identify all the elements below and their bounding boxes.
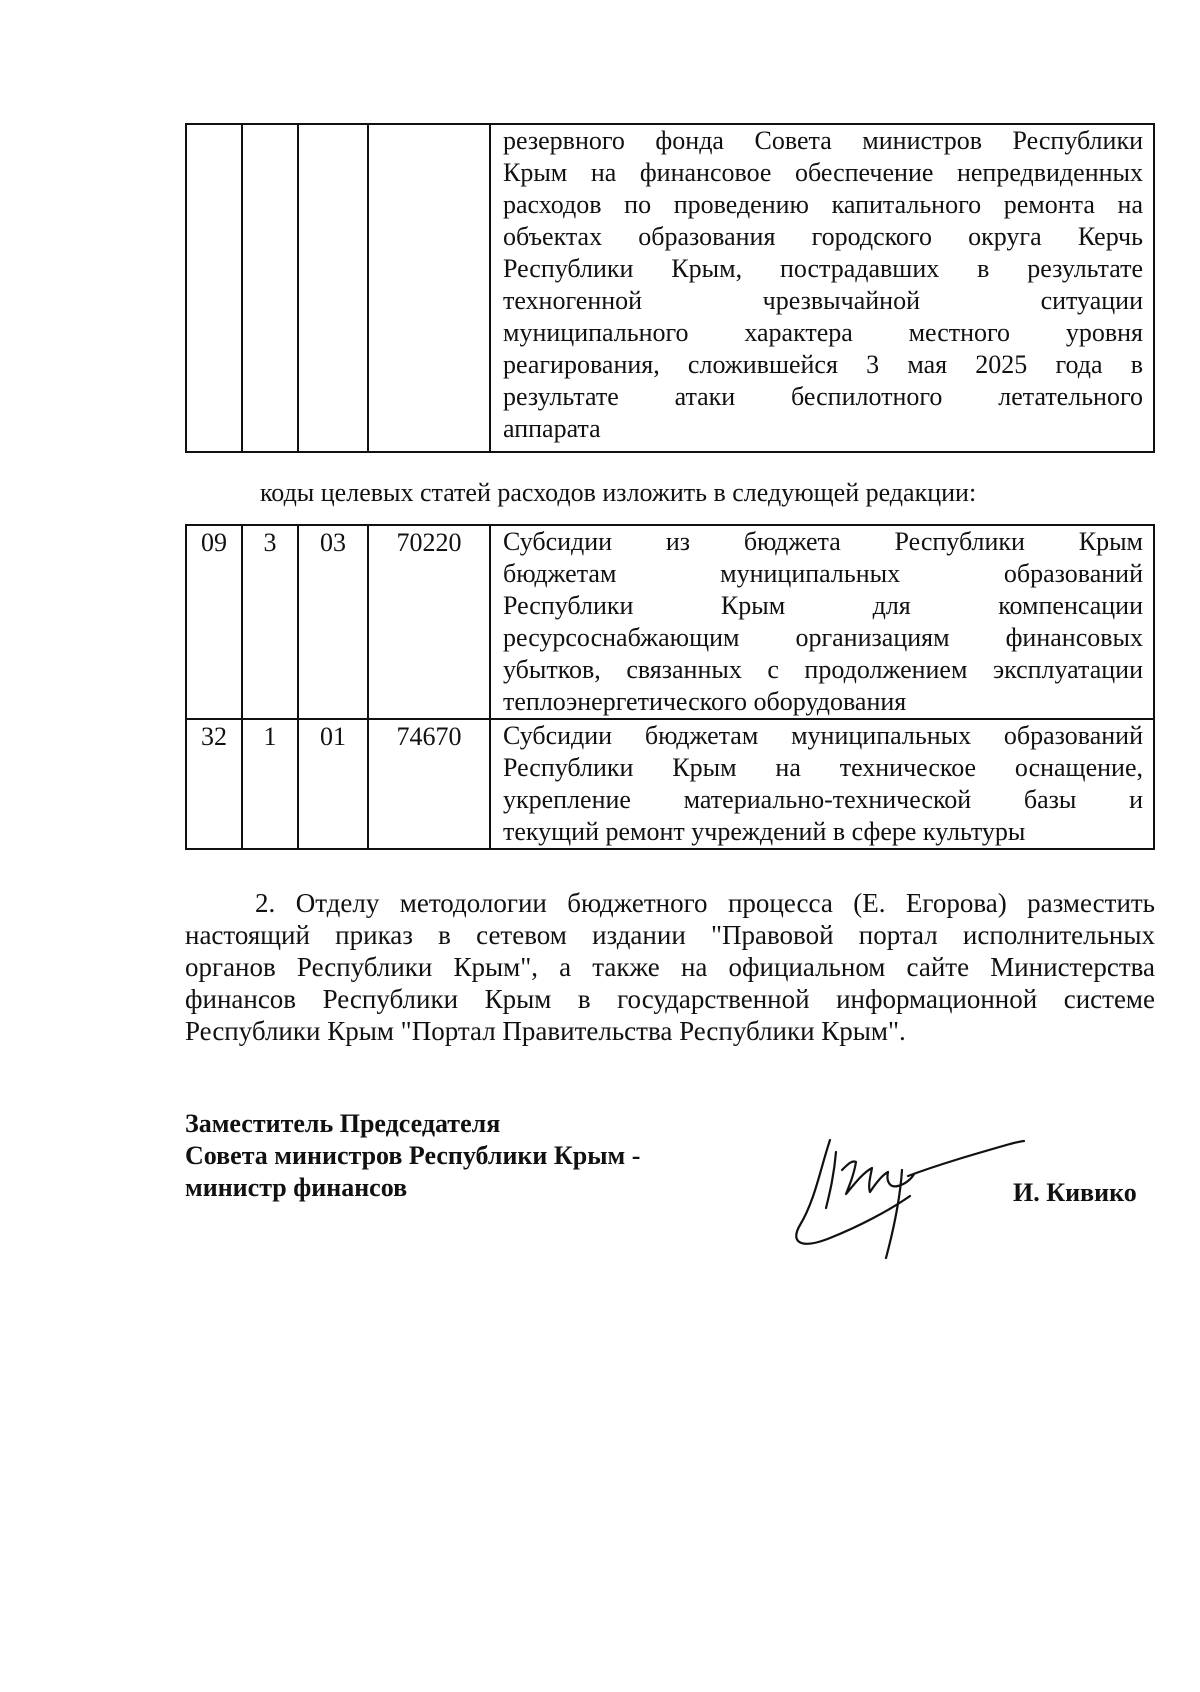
code-cell: 1 [242,719,298,849]
code-cell: 32 [186,719,242,849]
code-cell: 01 [298,719,368,849]
paragraph-line: настоящий приказ в сетевом издании "Правовой портал исполнительных [185,920,1155,950]
description-cell [490,525,1154,719]
description-line: Республики Крым для компенсации [503,591,1143,620]
paragraph-line: органов Республики Крым", а также на официальном сайте Министерства [185,952,1155,982]
description-line: расходов по проведению капитального ремонта на [503,190,1143,219]
description-line: Субсидии из бюджета Республики Крым [503,527,1143,556]
code-cell: 03 [298,525,368,719]
description-line: Республики Крым, пострадавших в результате [503,254,1143,283]
description-cell [490,719,1154,849]
signer-name: И. Кивико [1013,1178,1137,1207]
description-line: муниципального характера местного уровня [503,318,1143,347]
code-cell [242,124,298,452]
paragraph-line: Республики Крым "Портал Правительства Республики Крым". [185,1016,906,1046]
code-cell [368,124,490,452]
code-cell [298,124,368,452]
table-row [186,124,1154,452]
description-cell [490,124,1154,452]
code-cell: 70220 [368,525,490,719]
code-cell: 74670 [368,719,490,849]
budget-table-new [185,524,1155,850]
signer-title-line: министр финансов [185,1173,408,1202]
paragraph-2 [185,887,1155,1047]
description-line: ресурсоснабжающим организациям финансовых [503,623,1143,652]
description-line: Республики Крым на техническое оснащение, [503,753,1143,782]
code-cell [186,124,242,452]
description-line: укрепление материально-технической базы и [503,785,1143,814]
code-cell: 09 [186,525,242,719]
description-line: аппарата [503,414,601,443]
description-line: объектах образования городского округа Керчь [503,222,1143,251]
handwritten-signature [790,1130,1030,1260]
description-line: техногенной чрезвычайной ситуации [503,286,1143,315]
description-line: реагирования, сложившейся 3 мая 2025 года в [503,350,1143,379]
description-line: убытков, связанных с продолжением эксплуатации [503,655,1143,684]
description-line: резервного фонда Совета министров Республики [503,126,1143,155]
description-line: текущий ремонт учреждений в сфере культуры [503,817,1026,846]
table-row [186,719,1154,849]
signer-title [185,1108,640,1204]
description-line: бюджетам муниципальных образований [503,559,1143,588]
code-cell: 3 [242,525,298,719]
table-row [186,525,1154,719]
description-line: Субсидии бюджетам муниципальных образований [503,721,1143,750]
description-line: Крым на финансовое обеспечение непредвиденных [503,158,1143,187]
paragraph-line: 2. Отделу методологии бюджетного процесса (Е. Егорова) разместить [255,888,1155,918]
signer-title-line: Совета министров Республики Крым - [185,1141,641,1170]
signer-title-line: Заместитель Председателя [185,1109,501,1138]
description-line: теплоэнергетического оборудования [503,687,907,716]
intro-text: коды целевых статей расходов изложить в следующей редакции: [260,478,977,507]
budget-table-top [185,123,1155,453]
paragraph-line: финансов Республики Крым в государственной информационной системе [185,984,1155,1014]
description-line: результате атаки беспилотного летательного [503,382,1143,411]
